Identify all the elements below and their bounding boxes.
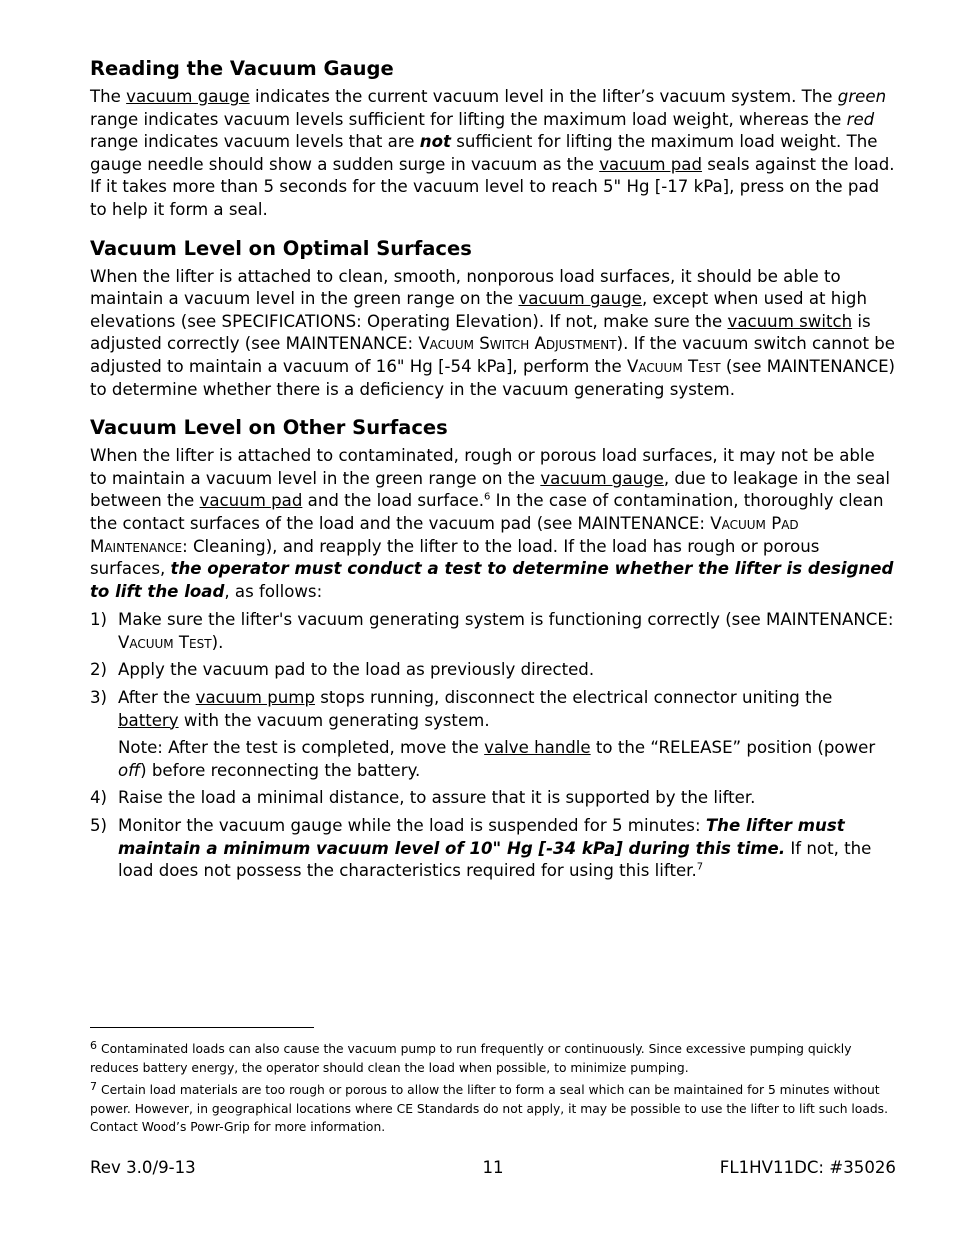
test-steps-list <box>90 609 896 883</box>
footnote: $^7$ Certain load materials are too rough or porous to allow the lifter to form a seal which can be maintained for 5 minutes without power. However, in geographical locations where CE Standards do not apply, it may be possible to use the lifter to lift such loads. Contact Wood’s Powr-Grip for more information. <box>90 1080 888 1134</box>
footnote-mark: 7 <box>90 1080 97 1093</box>
list-item: 1) Make sure the lifter's vacuum generating system is functioning correctly (see MAINTENANCE: Vacuum Test). <box>90 610 894 652</box>
list-item: 4) Raise the load a minimal distance, to assure that it is supported by the lifter. <box>90 788 756 808</box>
step-note: Note: After the test is completed, move the valve handle to the “RELEASE” position (power off) before reconnecting the battery. <box>118 738 876 780</box>
section-optimal-surfaces <box>90 236 896 402</box>
revision-label: Rev 3.0/9-13 <box>90 1158 196 1177</box>
page-content <box>90 56 896 897</box>
page-footer <box>90 1158 896 1177</box>
term-link: vacuum gauge <box>518 289 642 309</box>
term-link: vacuum pump <box>195 688 315 708</box>
term-link: battery <box>118 710 179 730</box>
footnote-ref: 7 <box>696 861 704 873</box>
footnote-ref: 6 <box>484 491 491 503</box>
list-item: 5) Monitor the vacuum gauge while the load is suspended for 5 minutes: The lifter must maintain a minimum vacuum level of 10" Hg [-34 kPa] during this time. If not, the load does not possess the characteristics required for using this lifter.$^7$ <box>90 816 872 881</box>
footnote-divider <box>90 1027 314 1028</box>
model-number: FL1HV11DC: #35026 <box>719 1158 896 1177</box>
section-paragraph: When the lifter is attached to clean, smooth, nonporous load surfaces, it should be able to maintain a vacuum level in the green range on the vacuum gauge, except when used at high elevations (see SPECIFICATIONS: Operating Elevation). If not, make sure the vacuum switch is adjusted correctly (see MAINTENANCE: Vacuum Switch Adjustment). If the vacuum switch cannot be adjusted to maintain a vacuum of 16" Hg [-54 kPa], perform the Vacuum Test (see MAINTENANCE) to determine whether there is a deficiency in the vacuum generating system. <box>90 266 896 399</box>
section-paragraph: The vacuum gauge indicates the current vacuum level in the lifter’s vacuum system. The green range indicates vacuum levels sufficient for lifting the maximum load weight, whereas the red range indicates vacuum levels that are not sufficient for lifting the maximum load weight. The gauge needle should show a sudden surge in vacuum as the vacuum pad seals against the load. If it takes more than 5 seconds for the vacuum level to reach 5" Hg [-17 kPa], press on the pad to help it form a seal. <box>90 87 895 219</box>
term-link: vacuum gauge <box>540 468 664 488</box>
page-number: 11 <box>482 1158 504 1177</box>
footnotes <box>90 1040 900 1141</box>
list-item: 2) Apply the vacuum pad to the load as previously directed. <box>90 660 595 680</box>
term-link: vacuum switch <box>727 311 853 331</box>
section-paragraph: When the lifter is attached to contaminated, rough or porous load surfaces, it may not be able to maintain a vacuum level in the green range on the vacuum gauge, due to leakage in the seal between the vacuum pad and the load surface.$^6$ In the case of contamination, thoroughly clean the contact surfaces of the load and the vacuum pad (see MAINTENANCE: Vacuum Pad Maintenance: Cleaning), and reapply the lifter to the load. If the load has rough or porous surfaces, the operator must conduct a test to determine whether the lifter is designed to lift the load, as follows: <box>90 446 894 601</box>
section-heading: Reading the Vacuum Gauge <box>90 57 394 80</box>
term-link: valve handle <box>484 738 591 758</box>
term-link: vacuum pad <box>599 154 703 174</box>
list-item: 3) After the vacuum pump stops running, disconnect the electrical connector uniting the battery with the vacuum generating system. Note: After the test is completed, move the valve handle to the “RELEASE” position (power off) before reconnecting the battery. <box>90 687 896 782</box>
term-link: vacuum gauge <box>126 87 250 106</box>
section-reading-gauge <box>90 56 896 222</box>
section-heading: Vacuum Level on Optimal Surfaces <box>90 236 472 260</box>
footnote-mark: 6 <box>90 1039 97 1052</box>
section-heading: Vacuum Level on Other Surfaces <box>90 416 448 440</box>
section-other-surfaces <box>90 415 896 883</box>
footnote: $^6$ Contaminated loads can also cause the vacuum pump to run frequently or continuously. Since excessive pumping quickly reduces battery energy, the operator should clean the load when possible, to minimize pumping. <box>90 1039 852 1075</box>
term-link: vacuum pad <box>199 491 303 511</box>
